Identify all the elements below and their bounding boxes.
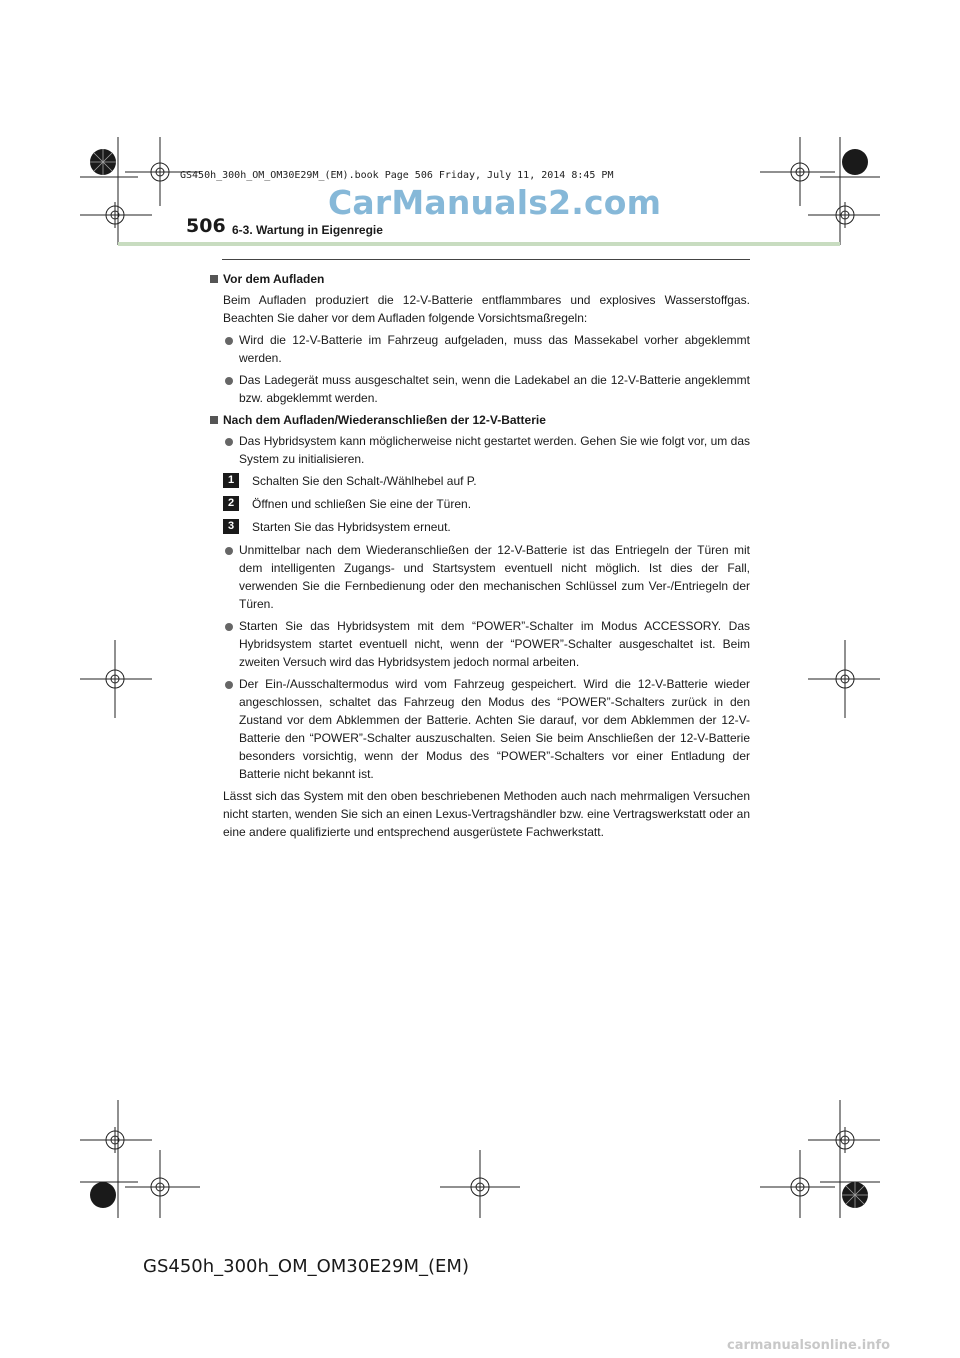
round-bullet-icon xyxy=(225,438,233,446)
bullet-item: Starten Sie das Hybridsystem mit dem “POWER”-Schalter im Modus ACCESSORY. Das Hybridsystem startet eventuell nicht, wenn der “POWER”-Schalter ausgeschaltet ist. Beim zweiten Versuch wird das Hybridsystem jedoch normal arbeiten. xyxy=(208,617,750,671)
content-rule xyxy=(222,259,750,260)
page-content xyxy=(208,270,750,845)
header-bar xyxy=(118,242,840,246)
closing-paragraph: Lässt sich das System mit den oben beschriebenen Methoden auch nach mehrmaligen Versuchen nicht starten, wenden Sie sich an einen Lexus-Vertragshändler bzw. eine Vertragswerkstatt oder an eine andere qualifizierte und entsprechend ausgerüstete Fachwerkstatt. xyxy=(223,789,750,839)
bullet-item: Unmittelbar nach dem Wiederanschließen der 12-V-Batterie ist das Entriegeln der Türen mit dem intelligenten Zugangs- und Startsystem eventuell nicht möglich. Ist dies der Fall, verwenden Sie die Fernbedienung oder den mechanischen Schlüssel zum Ver-/Entriegeln der Türen. xyxy=(208,541,750,613)
heading-after-charging: Nach dem Aufladen/Wiederanschließen der 12-V-Batterie xyxy=(208,411,750,429)
watermark-bottom: carmanualsonline.info xyxy=(727,1338,891,1353)
page-number: 506 xyxy=(186,215,226,237)
bullet-item: Wird die 12-V-Batterie im Fahrzeug aufgeladen, muss das Massekabel vorher abgeklemmt werden. xyxy=(208,331,750,367)
bullet-item: Der Ein-/Ausschaltermodus wird vom Fahrzeug gespeichert. Wird die 12-V-Batterie wieder angeschlossen, schaltet das Fahrzeug den Modus des “POWER”-Schalters zurück in den Zustand vor dem Abklemmen der Batterie. Achten Sie darauf, vor dem Abklemmen der 12-V-Batterie den “POWER”-Schalter auszuschalten. Seien Sie beim Anschließen der 12-V-Batterie besonders vorsichtig, wenn der Modus des “POWER”-Schalters vor einer Entladung der Batterie nicht bekannt ist. xyxy=(208,675,750,783)
watermark-top: CarManuals2.com xyxy=(328,183,662,222)
bullet-item: Das Hybridsystem kann möglicherweise nicht gestartet werden. Gehen Sie wie folgt vor, um das System zu initialisieren. xyxy=(208,432,750,468)
step-item: 1 Schalten Sie den Schalt-/Wählhebel auf P. xyxy=(208,472,750,490)
step-item: 3 Starten Sie das Hybridsystem erneut. xyxy=(208,518,750,536)
step-number: 1 xyxy=(223,473,239,488)
bullet-item: Das Ladegerät muss ausgeschaltet sein, wenn die Ladekabel an die 12-V-Batterie angeklemmt bzw. abgeklemmt werden. xyxy=(208,371,750,407)
section-title: 6-3. Wartung in Eigenregie xyxy=(232,223,383,237)
heading-before-charging: Vor dem Aufladen xyxy=(208,270,750,288)
step-number: 2 xyxy=(223,496,239,511)
square-bullet-icon xyxy=(210,275,218,283)
paragraph: Beim Aufladen produziert die 12-V-Batterie entflammbares und explosives Wasserstoffgas. Beachten Sie daher vor dem Aufladen folgende Vorsichtsmaßregeln: xyxy=(223,293,750,325)
round-bullet-icon xyxy=(225,623,233,631)
round-bullet-icon xyxy=(225,547,233,555)
print-info-line: GS450h_300h_OM_OM30E29M_(EM).book Page 506 Friday, July 11, 2014 8:45 PM xyxy=(180,170,614,181)
step-item: 2 Öffnen und schließen Sie eine der Türen. xyxy=(208,495,750,513)
round-bullet-icon xyxy=(225,681,233,689)
step-number: 3 xyxy=(223,519,239,534)
round-bullet-icon xyxy=(225,377,233,385)
round-bullet-icon xyxy=(225,337,233,345)
square-bullet-icon xyxy=(210,416,218,424)
footer-code: GS450h_300h_OM_OM30E29M_(EM) xyxy=(143,1256,469,1277)
